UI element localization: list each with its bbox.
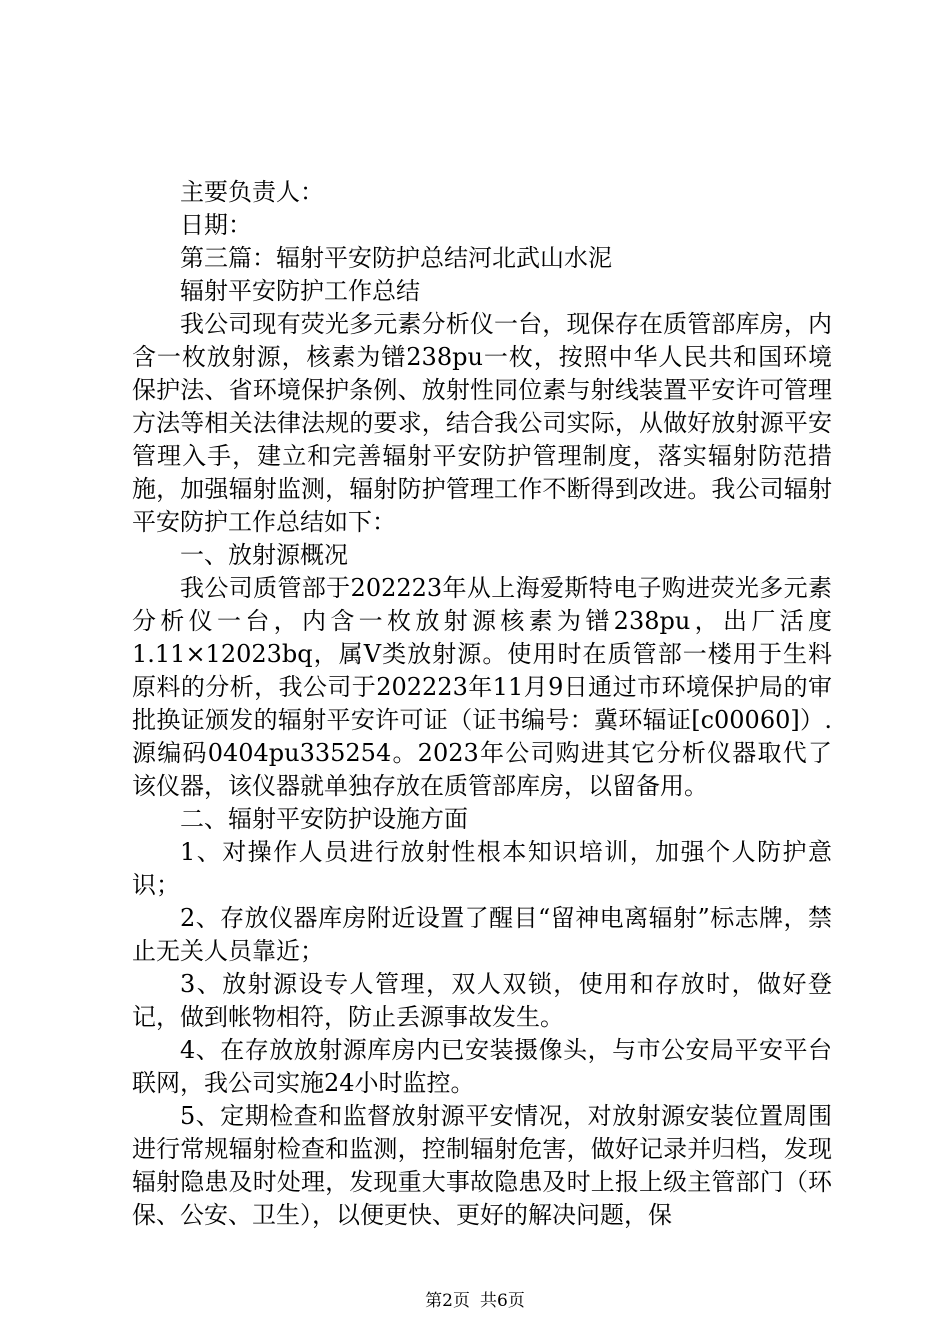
section-heading-2: 二、辐射平安防护设施方面 — [180, 805, 468, 833]
page-number: 第2页 — [425, 1291, 470, 1311]
list-item-4: 4、在存放放射源库房内已安装摄像头，与市公安局平安平台联网，我公司实施24小时监控。 — [132, 1036, 832, 1097]
document-title: 辐射平安防护工作总结 — [180, 277, 420, 305]
chapter-heading: 第三篇：辐射平安防护总结河北武山水泥 — [180, 244, 612, 272]
list-item-1: 1、对操作人员进行放射性根本知识培训，加强个人防护意识； — [132, 838, 832, 899]
page-footer — [0, 1290, 950, 1312]
page-total: 共6页 — [480, 1291, 525, 1311]
list-item-3: 3、放射源设专人管理，双人双锁，使用和存放时，做好登记，做到帐物相符，防止丢源事故发生。 — [132, 970, 832, 1031]
document-body — [132, 176, 832, 1232]
list-item-5: 5、定期检查和监督放射源平安情况，对放射源安装位置周围进行常规辐射检查和监测，控制辐射危害，做好记录并归档，发现辐射隐患及时处理，发现重大事故隐患及时上报上级主管部门（环保、公安、卫生），以便更快、更好的解决问题，保 — [132, 1102, 832, 1229]
date-line: 日期： — [180, 211, 252, 239]
list-item-2: 2、存放仪器库房附近设置了醒目“留神电离辐射”标志牌，禁止无关人员靠近； — [132, 904, 832, 965]
source-overview-paragraph: 我公司质管部于202223年从上海爱斯特电子购进荧光多元素分析仪一台，内含一枚放射源核素为镨238pu，出厂活度1.11×12023bq，属Ⅴ类放射源。使用时在质管部一楼用于生料原料的分析，我公司于202223年11月9日通过市环境保护局的审批换证颁发的辐射平安许可证（证书编号：冀环辐证[c00060]）.源编码0404pu335254。2023年公司购进其它分析仪器取代了该仪器，该仪器就单独存放在质管部库房，以留备用。 — [132, 574, 832, 800]
signatory-line: 主要负责人： — [180, 178, 324, 206]
intro-paragraph: 我公司现有荧光多元素分析仪一台，现保存在质管部库房，内含一枚放射源，核素为镨238pu一枚，按照中华人民共和国环境保护法、省环境保护条例、放射性同位素与射线装置平安许可管理方法等相关法律法规的要求，结合我公司实际，从做好放射源平安管理入手，建立和完善辐射平安防护管理制度，落实辐射防范措施，加强辐射监测，辐射防护管理工作不断得到改进。我公司辐射平安防护工作总结如下： — [132, 310, 832, 536]
section-heading-1: 一、放射源概况 — [180, 541, 348, 569]
